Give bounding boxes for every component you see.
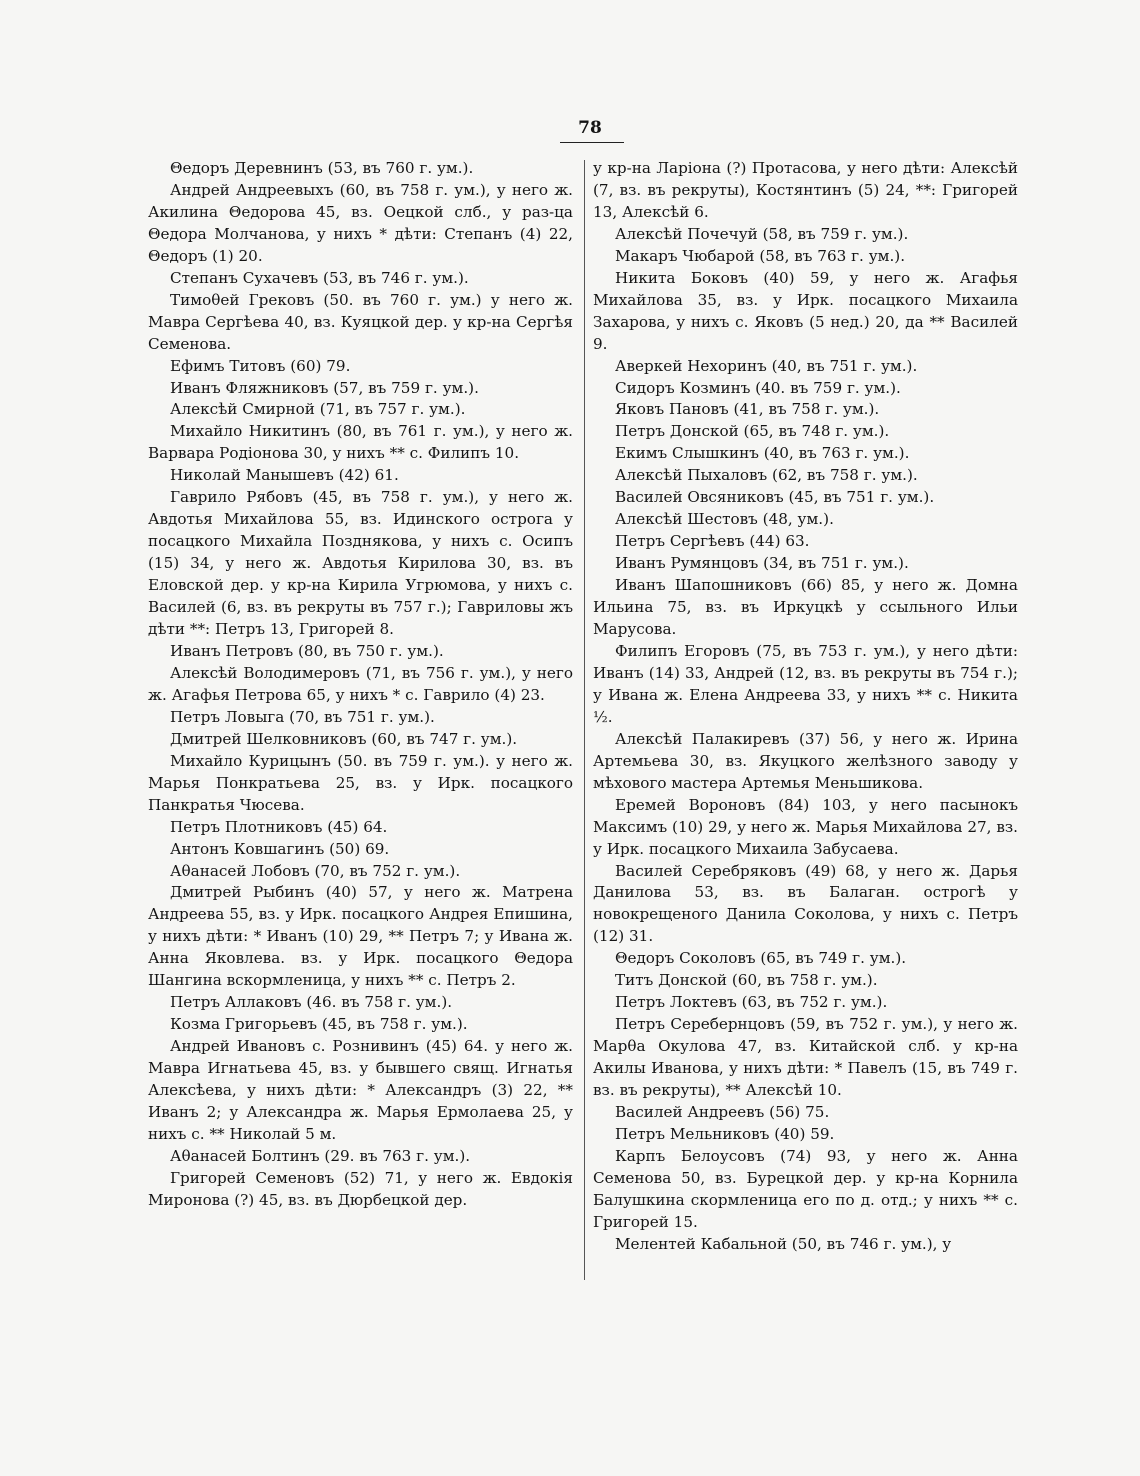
register-entry: Петръ Серебернцовъ (59, въ 752 г. ум.), у него ж. Марθа Окулова 47, вз. Китайской слб. у кр-на Акилы Иванова, у нихъ дѣти: * Павелъ (15, въ 749 г. вз. въ рекруты), ** Алексѣй 10. <box>593 1015 1018 1100</box>
register-entry: Еремей Вороновъ (84) 103, у него пасынокъ Максимъ (10) 29, у него ж. Марья Михайлова 27, вз. у Ирк. посацкого Михаила Забусаева. <box>593 795 1018 858</box>
register-entry: Иванъ Петровъ (80, въ 750 г. ум.). <box>170 641 444 660</box>
register-entry: Тимоθей Грековъ (50. въ 760 г. ум.) у него ж. Мавра Сергѣева 40, вз. Куяцкой дер. у кр-на Сергѣя Семенова. <box>148 290 573 353</box>
register-entry: Никита Боковъ (40) 59, у него ж. Агафья Михайлова 35, вз. у Ирк. посацкого Михаила Захарова, у нихъ с. Яковъ (5 нед.) 20, да ** Василей 9. <box>593 268 1018 353</box>
register-entry: Иванъ Фляжниковъ (57, въ 759 г. ум.). <box>170 378 479 397</box>
register-entry: Θедоръ Соколовъ (65, въ 749 г. ум.). <box>615 949 907 968</box>
register-entry: Андрей Ивановъ с. Рознивинъ (45) 64. у него ж. Мавра Игнатьева 45, вз. у бывшего свящ. Игнатья Алексѣева, у нихъ дѣти: * Александръ (3) 22, ** Иванъ 2; у Александра ж. Марья Ермолаева 25, у нихъ с. ** Николай 5 м. <box>148 1037 573 1143</box>
register-entry: Алексѣй Володимеровъ (71, въ 756 г. ум.), у него ж. Агафья Петрова 65, у нихъ * с. Гаврило (4) 23. <box>148 663 573 704</box>
register-entry: Петръ Ловыга (70, въ 751 г. ум.). <box>170 707 435 726</box>
register-entry: Петръ Аллаковъ (46. въ 758 г. ум.). <box>170 993 453 1012</box>
register-entry: Григорей Семеновъ (52) 71, у него ж. Евдокія Миронова (?) 45, вз. въ Дюрбецкой дер. <box>148 1168 573 1209</box>
register-entry: Алексѣй Шестовъ (48, ум.). <box>615 510 834 529</box>
register-entry: Михайло Никитинъ (80, въ 761 г. ум.), у него ж. Варвара Родіонова 30, у нихъ ** с. Филипъ 10. <box>148 422 573 463</box>
column-divider <box>584 160 585 1280</box>
register-entry: Василей Андреевъ (56) 75. <box>615 1102 830 1121</box>
register-entry: Степанъ Сухачевъ (53, въ 746 г. ум.). <box>170 268 469 287</box>
entry-continuation: у кр-на Ларіона (?) Протасова, у него дѣти: Алексѣй (7, вз. въ рекруты), Костянтинъ (5) 24, **: Григорей 13, Алексѣй 6. <box>593 159 1018 221</box>
register-entry: Иванъ Шапошниковъ (66) 85, у него ж. Домна Ильина 75, вз. въ Иркуцкѣ у ссыльного Ильи Марусова. <box>593 576 1018 639</box>
register-entry: Антонъ Ковшагинъ (50) 69. <box>170 839 390 858</box>
register-entry: Алексѣй Смирной (71, въ 757 г. ум.). <box>170 400 466 419</box>
register-entry: Козма Григорьевъ (45, въ 758 г. ум.). <box>170 1015 468 1034</box>
register-entry: Дмитрей Шелковниковъ (60, въ 747 г. ум.). <box>170 729 518 748</box>
register-entry: Михайло Курицынъ (50. въ 759 г. ум.). у него ж. Марья Понкратьева 25, вз. у Ирк. посацкого Панкратья Чюсева. <box>148 751 573 814</box>
register-entry: Сидоръ Козминъ (40. въ 759 г. ум.). <box>615 378 901 397</box>
register-entry: Титъ Донской (60, въ 758 г. ум.). <box>615 971 878 990</box>
register-entry: Иванъ Румянцовъ (34, въ 751 г. ум.). <box>615 554 909 573</box>
register-entry: Алексѣй Пыхаловъ (62, въ 758 г. ум.). <box>615 466 918 485</box>
register-entry: Василей Овсяниковъ (45, въ 751 г. ум.). <box>615 488 935 507</box>
register-entry: Николай Манышевъ (42) 61. <box>170 466 399 485</box>
register-entry: Алексѣй Почечуй (58, въ 759 г. ум.). <box>615 224 909 243</box>
register-entry: Карпъ Белоусовъ (74) 93, у него ж. Анна Семенова 50, вз. Бурецкой дер. у кр-на Корнила Балушкина скормленица его по д. отд.; у нихъ ** с. Григорей 15. <box>593 1146 1018 1231</box>
register-entry: Дмитрей Рыбинъ (40) 57, у него ж. Матрена Андреева 55, вз. у Ирк. посацкого Андрея Епишина, у нихъ дѣти: * Иванъ (10) 29, ** Петръ 7; у Ивана ж. Анна Яковлева. вз. у Ирк. посацкого Θедора Шангина вскормленица, у нихъ ** с. Петръ 2. <box>148 883 573 990</box>
register-entry: Гаврило Рябовъ (45, въ 758 г. ум.), у него ж. Авдотья Михайлова 55, вз. Идинского острога у посацкого Михайла Позднякова, у нихъ с. Осипъ (15) 34, у него ж. Авдотья Кирилова 30, вз. въ Еловской дер. у кр-на Кирила Угрюмова, у нихъ с. Василей (6, вз. въ рекруты въ 757 г.); Гавриловы жъ дѣти **: Петръ 13, Григорей 8. <box>148 488 573 639</box>
register-entry: Петръ Сергѣевъ (44) 63. <box>615 532 810 551</box>
register-entry: Алексѣй Палакиревъ (37) 56, у него ж. Ирина Артемьева 30, вз. Якуцкого желѣзного заводу у мѣхового мастера Артемья Меньшикова. <box>593 729 1018 792</box>
register-entry: Петръ Мельниковъ (40) 59. <box>615 1124 835 1143</box>
right-column <box>593 158 1018 1256</box>
register-entry: Яковъ Пановъ (41, въ 758 г. ум.). <box>615 400 880 419</box>
register-entry: Макаръ Чюбарой (58, въ 763 г. ум.). <box>615 246 906 265</box>
register-entry: Петръ Локтевъ (63, въ 752 г. ум.). <box>615 993 888 1012</box>
register-entry: Аθанасей Болтинъ (29. въ 763 г. ум.). <box>170 1146 471 1165</box>
register-entry: Θедоръ Деревнинъ (53, въ 760 г. ум.). <box>170 159 474 177</box>
register-entry: Аверкей Нехоринъ (40, въ 751 г. ум.). <box>615 356 918 375</box>
register-entry: Петръ Донской (65, въ 748 г. ум.). <box>615 422 890 441</box>
register-entry: Ефимъ Титовъ (60) 79. <box>170 356 351 375</box>
register-entry: Аθанасей Лобовъ (70, въ 752 г. ум.). <box>170 861 461 880</box>
register-entry: Мелентей Кабальной (50, въ 746 г. ум.), у <box>615 1234 952 1253</box>
register-entry: Андрей Андреевыхъ (60, въ 758 г. ум.), у него ж. Акилина Θедорова 45, вз. Оецкой слб., у раз-ца Θедора Молчанова, у нихъ * дѣти: Степанъ (4) 22, Θедоръ (1) 20. <box>148 180 573 265</box>
register-entry: Филипъ Егоровъ (75, въ 753 г. ум.), у него дѣти: Иванъ (14) 33, Андрей (12, вз. въ рекруты въ 754 г.); у Ивана ж. Елена Андреева 33, у нихъ ** с. Никита ½. <box>593 641 1018 726</box>
page-number-rule <box>560 142 624 143</box>
register-entry: Екимъ Слышкинъ (40, въ 763 г. ум.). <box>615 444 910 463</box>
register-entry: Петръ Плотниковъ (45) 64. <box>170 817 388 836</box>
register-entry: Василей Серебряковъ (49) 68, у него ж. Дарья Данилова 53, вз. въ Балаган. острогѣ у новокрещеного Данила Соколова, у нихъ с. Петръ (12) 31. <box>593 861 1018 946</box>
page-number: 78 <box>578 118 602 138</box>
left-column <box>148 158 573 1212</box>
